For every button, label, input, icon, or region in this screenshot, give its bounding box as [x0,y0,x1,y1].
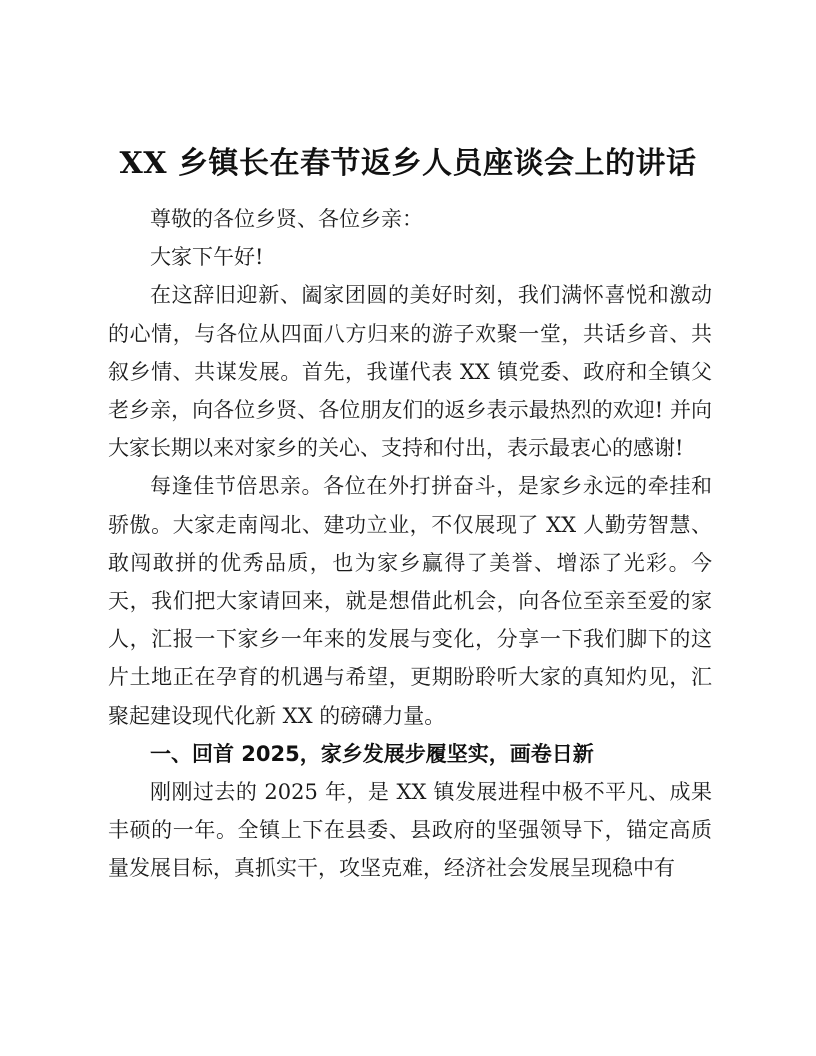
paragraph-welcome: 在这辞旧迎新、阖家团圆的美好时刻，我们满怀喜悦和激动的心情，与各位从四面八方归来的游子欢聚一堂，共话乡音、共叙乡情、共谋发展。首先，我谨代表 XX 镇党委、政府和全镇父老乡亲，向各位乡贤、各位朋友们的返乡表示最热烈的欢迎! 并向大家长期以来对家乡的关心、支持和付出，表示最衷心的感谢! [108,283,712,461]
speech-title: XX 乡镇长在春节返乡人员座谈会上的讲话 [119,146,697,181]
section-heading: 一、回首 2025，家乡发展步履坚实，画卷日新 [150,741,594,766]
section-paragraph: 刚刚过去的 2025 年，是 XX 镇发展进程中极不平凡、成果丰硕的一年。全镇上下在县委、县政府的坚强领导下，锚定高质量发展目标，真抓实干，攻坚克难，经济社会发展呈现稳中有 [108,780,712,881]
salutation: 尊敬的各位乡贤、各位乡亲： [150,207,423,231]
speech-body [108,200,712,888]
paragraph-homesick: 每逢佳节倍思亲。各位在外打拼奋斗，是家乡永远的牵挂和骄傲。大家走南闯北、建功立业，不仅展现了 XX 人勤劳智慧、敢闯敢拼的优秀品质，也为家乡赢得了美誉、增添了光彩。今天，我们把大家请回来，就是想借此机会，向各位至亲至爱的家人，汇报一下家乡一年来的发展与变化，分享一下我们脚下的这片土地正在孕育的机遇与希望，更期盼聆听大家的真知灼见，汇聚起建设现代化新 XX 的磅礴力量。 [108,474,712,728]
greeting: 大家下午好! [150,245,264,270]
